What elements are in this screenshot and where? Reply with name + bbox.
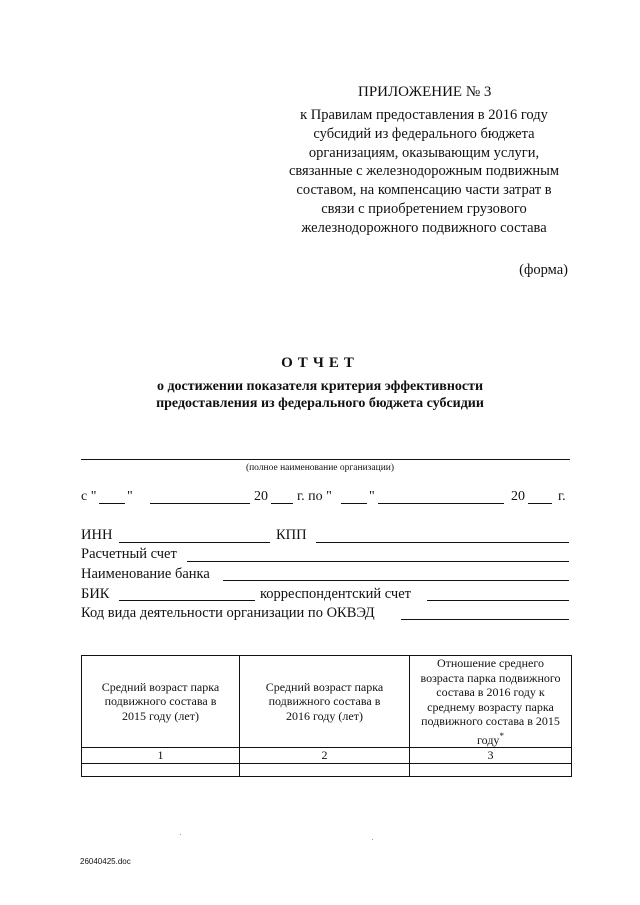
report-table [81, 655, 572, 777]
corr-account-label: корреспондентский счет [260, 586, 411, 602]
bik-label: БИК [81, 586, 110, 602]
table-column-number: 3 [410, 748, 572, 764]
period-to-month-field[interactable] [378, 503, 504, 504]
account-field[interactable] [187, 561, 569, 562]
period-from-year-prefix: 20 [254, 489, 268, 504]
table-cell[interactable] [410, 763, 572, 776]
period-to-day-field[interactable] [341, 503, 367, 504]
account-label: Расчетный счет [81, 546, 177, 562]
appendix-description [270, 106, 578, 238]
appendix-line: организациям, оказывающим услуги, [308, 144, 540, 161]
table-cell[interactable] [240, 763, 410, 776]
corr-account-field[interactable] [427, 600, 569, 601]
bik-field[interactable] [119, 600, 255, 601]
period-from-year-suffix: г. по " [297, 489, 332, 504]
inn-label: ИНН [81, 527, 113, 543]
report-subtitle-line: предоставления из федерального бюджета субсидии [156, 396, 484, 411]
period-from-month-field[interactable] [150, 503, 250, 504]
table-header-cell: Средний возраст парка подвижного состава в 2016 году (лет) [240, 656, 410, 748]
appendix-line: железнодорожного подвижного состава [301, 219, 547, 236]
table-number-row [82, 748, 572, 764]
appendix-line: связи с приобретением грузового [321, 200, 527, 217]
report-title: ОТЧЕТ [281, 355, 359, 371]
appendix-line: к Правилам предоставления в 2016 году [300, 107, 548, 123]
bank-field[interactable] [223, 580, 569, 581]
period-quote-close: " [369, 489, 375, 504]
appendix-line: составом, на компенсацию части затрат в [296, 182, 552, 199]
bank-label: Наименование банка [81, 566, 210, 582]
period-to-year-suffix: г. [558, 489, 566, 504]
appendix-line: субсидий из федерального бюджета [313, 125, 535, 142]
appendix-line: связанные с железнодорожным подвижным [288, 163, 560, 180]
organization-caption: (полное наименование организации) [245, 463, 395, 473]
appendix-title: ПРИЛОЖЕНИЕ № 3 [358, 84, 492, 100]
period-from-year-field[interactable] [271, 503, 293, 504]
report-subtitle [0, 378, 640, 412]
organization-name-field[interactable] [81, 459, 570, 460]
period-to-year-field[interactable] [528, 503, 552, 504]
document-code: 26040425.doc [80, 857, 131, 866]
okved-label: Код вида деятельности организации по ОКВЭД [81, 605, 375, 621]
period-to-year-prefix: 20 [511, 489, 525, 504]
table-cell[interactable] [82, 763, 240, 776]
scan-speck [180, 834, 181, 835]
kpp-field[interactable] [316, 542, 569, 543]
okved-field[interactable] [401, 619, 569, 620]
period-from-day-field[interactable] [99, 503, 125, 504]
table-header-cell: Отношение среднего возраста парка подвижного состава в 2016 году к среднему возрасту парка подвижного состава в 2015 году* [410, 656, 572, 748]
table-row [82, 763, 572, 776]
table-column-number: 2 [240, 748, 410, 764]
scan-speck [372, 839, 373, 840]
report-subtitle-line: о достижении показателя критерия эффективности [156, 379, 484, 394]
table-column-number: 1 [82, 748, 240, 764]
kpp-label: КПП [276, 527, 307, 543]
period-from-prefix: с " [81, 489, 97, 504]
period-quote-close: " [127, 489, 133, 504]
table-header-cell: Средний возраст парка подвижного состава в 2015 году (лет) [82, 656, 240, 748]
inn-field[interactable] [119, 542, 270, 543]
table-header-row [82, 656, 572, 748]
form-label: (форма) [519, 262, 568, 278]
footnote-mark: * [499, 730, 504, 741]
